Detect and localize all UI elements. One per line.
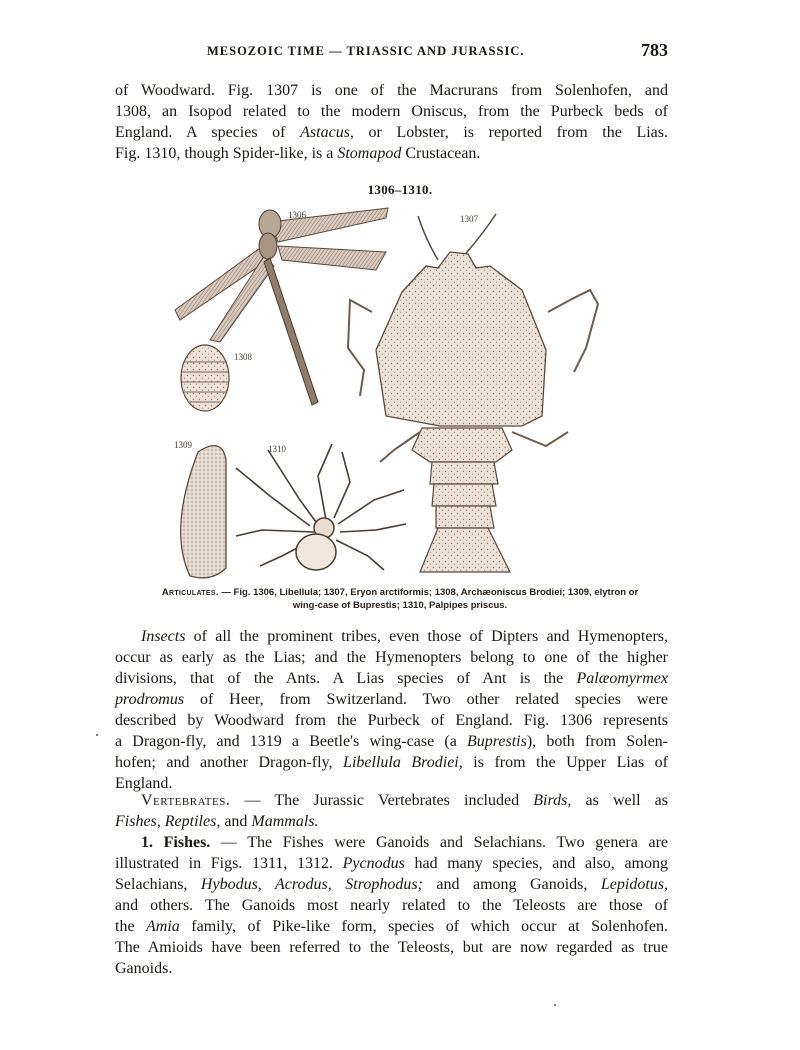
engraving-svg bbox=[150, 200, 630, 582]
text-line: illustrated in Figs. 1311, 1312. Pycnodus had many species, and also, among bbox=[115, 855, 668, 872]
text-line: and others. The Ganoids most nearly related to the Teleosts are those of bbox=[115, 897, 668, 914]
text-line: Fishes, Reptiles, and Mammals. bbox=[115, 813, 319, 830]
text-line: 1. Fishes. — The Fishes were Ganoids and Selachians. Two genera are bbox=[141, 834, 668, 851]
label-1307: 1307 bbox=[460, 214, 478, 224]
page-number: 783 bbox=[641, 40, 668, 60]
palpipes-1310 bbox=[236, 444, 406, 570]
text-line: occur as early as the Lias; and the Hymenopters belong to one of the higher bbox=[115, 649, 668, 666]
label-1310: 1310 bbox=[268, 444, 286, 454]
stray-ink-mark bbox=[96, 734, 98, 736]
section-heading: 1. Fishes. bbox=[141, 834, 211, 851]
intro-paragraph bbox=[115, 80, 668, 164]
label-1309: 1309 bbox=[174, 440, 192, 450]
vertebrates-paragraph bbox=[115, 790, 668, 832]
eryon-1307 bbox=[348, 214, 598, 572]
text-line: Insects of all the prominent tribes, even those of Dipters and Hymenopters, bbox=[141, 628, 668, 645]
text-line: 1308, an Isopod related to the modern Oniscus, from the Purbeck beds of bbox=[115, 103, 668, 120]
isopod-1308 bbox=[181, 345, 229, 411]
text-line: Selachians, Hybodus, Acrodus, Strophodus; and among Ganoids, Lepidotus, bbox=[115, 876, 668, 893]
figure-heading: 1306–1310. bbox=[367, 182, 433, 197]
figure-illustration bbox=[150, 200, 630, 582]
stray-ink-mark bbox=[554, 1004, 556, 1006]
text-line: Ganoids. bbox=[115, 960, 173, 977]
insects-paragraph bbox=[115, 626, 668, 794]
text-line: Fig. 1310, though Spider-like, is a Stomapod Crustacean. bbox=[115, 145, 481, 162]
caption-line: Articulates. — Fig. 1306, Libellula; 1307, Eryon arctiformis; 1308, Archæoniscus Brodiei; 1309, elytron or bbox=[161, 587, 639, 598]
running-title: MESOZOIC TIME — TRIASSIC AND JURASSIC. bbox=[207, 44, 525, 58]
elytron-1309 bbox=[181, 446, 226, 578]
label-1306: 1306 bbox=[288, 210, 306, 220]
figure-caption bbox=[100, 586, 700, 612]
text-line: Vertebrates. — The Jurassic Vertebrates included Birds, as well as bbox=[141, 792, 669, 809]
text-line: of Woodward. Fig. 1307 is one of the Macrurans from Solenhofen, and bbox=[115, 82, 668, 99]
text-line: divisions, that of the Ants. A Lias species of Ant is the Palæomyrmex bbox=[115, 670, 668, 687]
label-1308: 1308 bbox=[234, 352, 252, 362]
text-line: England. A species of Astacus, or Lobster, is reported from the Lias. bbox=[115, 124, 669, 141]
text-line: England. bbox=[115, 775, 173, 792]
text-line: prodromus of Heer, from Switzerland. Two other related species were bbox=[115, 691, 668, 708]
caption-line: wing-case of Buprestis; 1310, Palpipes priscus. bbox=[292, 600, 508, 611]
text-line: The Amioids have been referred to the Teleosts, but are now regarded as true bbox=[115, 939, 668, 956]
fishes-paragraph bbox=[115, 832, 668, 979]
text-line: described by Woodward from the Purbeck of England. Fig. 1306 represents bbox=[115, 712, 668, 729]
running-head bbox=[115, 40, 668, 66]
text-line: hofen; and another Dragon-fly, Libellula Brodiei, is from the Upper Lias of bbox=[115, 754, 668, 771]
section-heading: Vertebrates. bbox=[141, 792, 231, 809]
text-line: the Amia family, of Pike-like form, species of which occur at Solenhofen. bbox=[115, 918, 668, 935]
text-line: a Dragon-fly, and 1319 a Beetle's wing-case (a Buprestis), both from Solen- bbox=[115, 733, 668, 750]
